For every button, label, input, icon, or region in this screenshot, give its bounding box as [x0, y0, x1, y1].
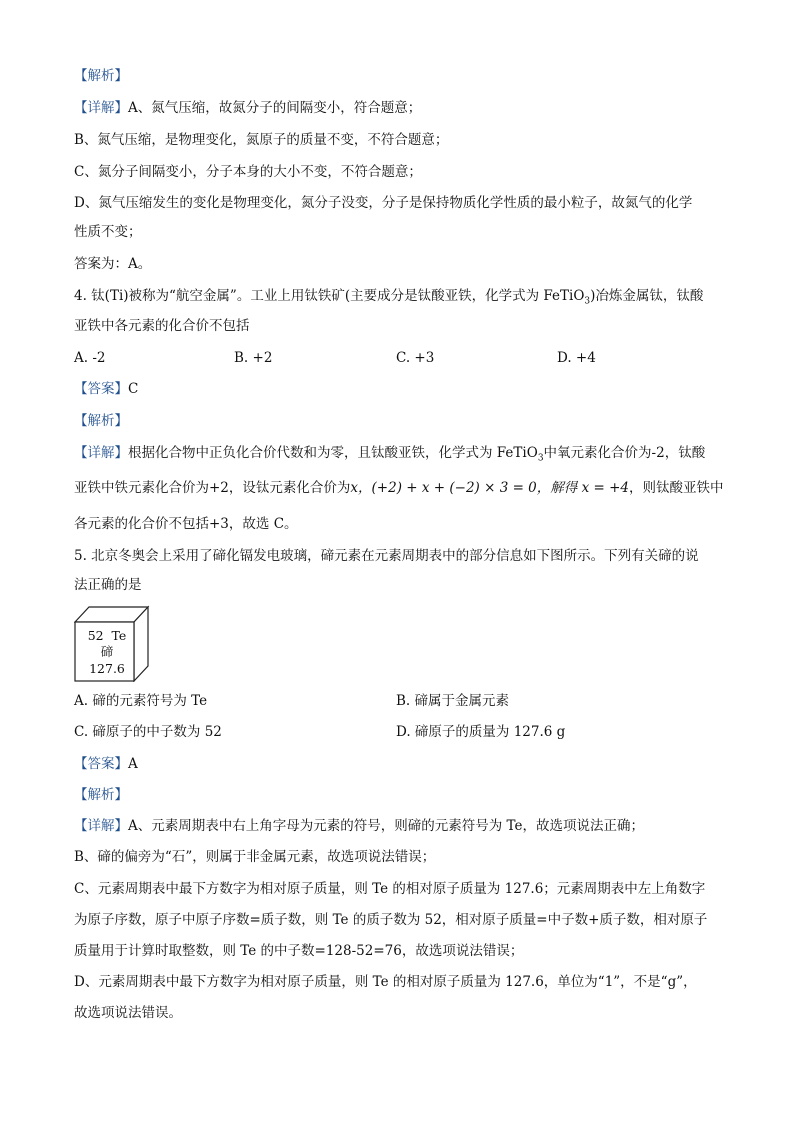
- q3-analysis-heading: 【解析】: [74, 68, 128, 84]
- q4-detail-line2-text: 亚铁中铁元素化合价为+2，设钛元素化合价为: [74, 480, 351, 496]
- q4-detail-line1: [74, 443, 705, 469]
- q4-variable-x: x: [350, 480, 359, 496]
- cell-atomic-number: 52: [87, 628, 104, 643]
- q5-option-c: C. 碲原子的中子数为 52: [74, 724, 222, 740]
- q3-detail-line-d2: 性质不变；: [74, 224, 142, 240]
- cell-number-symbol: [78, 629, 136, 643]
- cell-element-name: 碲: [100, 644, 114, 659]
- q4-detail-line2-tail: ，则钛酸亚铁中: [628, 480, 724, 496]
- q5-detail-line-a: [74, 816, 644, 836]
- q4-option-d: D. +4: [557, 350, 596, 366]
- q5-answer-line: [74, 754, 138, 774]
- q4-stem-text-a: 4. 钛(Ti)被称为“航空金属”。工业上用钛铁矿(主要成分是钛酸亚铁，化学式为 FeTiO: [74, 288, 585, 304]
- q5-answer-value: A: [128, 756, 138, 772]
- q5-stem-line1: 5. 北京冬奥会上采用了碲化镉发电玻璃，碲元素在元素周期表中的部分信息如下图所示。下列有关碲的说: [74, 548, 699, 564]
- q4-answer-tag: 【答案】: [74, 381, 128, 397]
- q3-answer-line: 答案为：A。: [74, 256, 152, 272]
- q4-answer-value: C: [128, 381, 139, 397]
- q3-detail-line-d1: D、氮气压缩发生的变化是物理变化，氮分子没变，分子是保持物质化学性质的最小粒子，故氮气的化学: [74, 195, 693, 211]
- cell-atomic-mass: 127.6: [89, 661, 125, 676]
- q4-detail-tag: 【详解】: [74, 445, 128, 461]
- q3-detail-line-c: C、氮分子间隔变小，分子本身的大小不变，不符合题意；: [74, 164, 422, 180]
- q5-option-a: A. 碲的元素符号为 Te: [74, 693, 208, 709]
- periodic-table-cell: [74, 604, 150, 682]
- q5-detail-tag: 【详解】: [74, 818, 128, 834]
- q3-detail-line-b: B、氮气压缩，是物理变化，氮原子的质量不变，不符合题意；: [74, 132, 449, 148]
- q4-analysis-heading: 【解析】: [74, 413, 128, 429]
- cell-element-symbol: Te: [111, 628, 127, 643]
- q4-answer-line: [74, 379, 138, 399]
- q3-detail-tag: 【详解】: [74, 100, 128, 116]
- q5-detail-text-a: A、元素周期表中右上角字母为元素的符号，则碲的元素符号为 Te，故选项说法正确；: [128, 818, 644, 834]
- q4-detail-text-a: 根据化合物中正负化合价代数和为零，且钛酸亚铁，化学式为 FeTiO: [128, 445, 538, 461]
- q4-stem-subscript: 3: [584, 296, 591, 307]
- q5-detail-line-b: B、碲的偏旁为“石”，则属于非金属元素，故选项说法错误；: [74, 849, 436, 865]
- q4-option-b: B. +2: [234, 350, 273, 366]
- q5-answer-tag: 【答案】: [74, 756, 128, 772]
- q4-solution: ，解得 x = +4: [536, 480, 629, 496]
- q4-option-c: C. +3: [396, 350, 435, 366]
- q5-detail-line-d2: 故选项说法错误。: [74, 1005, 182, 1021]
- q4-stem-line1: [74, 286, 703, 312]
- q4-detail-text-b: 中氧元素化合价为-2，钛酸: [543, 445, 706, 461]
- q3-detail-text: A、氮气压缩，故氮分子的间隔变小，符合题意；: [128, 100, 422, 116]
- q4-equation: ，(+2) + x + (−2) × 3 = 0: [358, 480, 537, 496]
- q4-detail-line3: 各元素的化合价不包括+3，故选 C。: [74, 516, 298, 532]
- q5-analysis-heading: 【解析】: [74, 787, 128, 803]
- q5-detail-line-c3: 质量用于计算时取整数，则 Te 的中子数=128-52=76，故选项说法错误；: [74, 943, 524, 959]
- q4-detail-subscript: 3: [537, 453, 544, 464]
- q4-stem-text-b: )冶炼金属钛，钛酸: [590, 288, 704, 304]
- q4-detail-line2: [74, 478, 723, 498]
- q4-stem-line2: 亚铁中各元素的化合价不包括: [74, 318, 250, 334]
- q3-detail-line-a: [74, 98, 421, 118]
- q5-option-b: B. 碲属于金属元素: [396, 693, 510, 709]
- q5-detail-line-c2: 为原子序数，原子中原子序数=质子数，则 Te 的质子数为 52，相对原子质量=中子数+质子数，相对原子: [74, 912, 708, 928]
- q5-detail-line-c1: C、元素周期表中最下方数字为相对原子质量，则 Te 的相对原子质量为 127.6；元素周期表中左上角数字: [74, 881, 706, 897]
- q4-option-a: A. -2: [74, 350, 106, 366]
- q5-stem-line2: 法正确的是: [74, 577, 142, 593]
- q5-option-d: D. 碲原子的质量为 127.6 g: [396, 724, 566, 740]
- q5-detail-line-d1: D、元素周期表中最下方数字为相对原子质量，则 Te 的相对原子质量为 127.6，单位为“1”，不是“g”，: [74, 974, 697, 990]
